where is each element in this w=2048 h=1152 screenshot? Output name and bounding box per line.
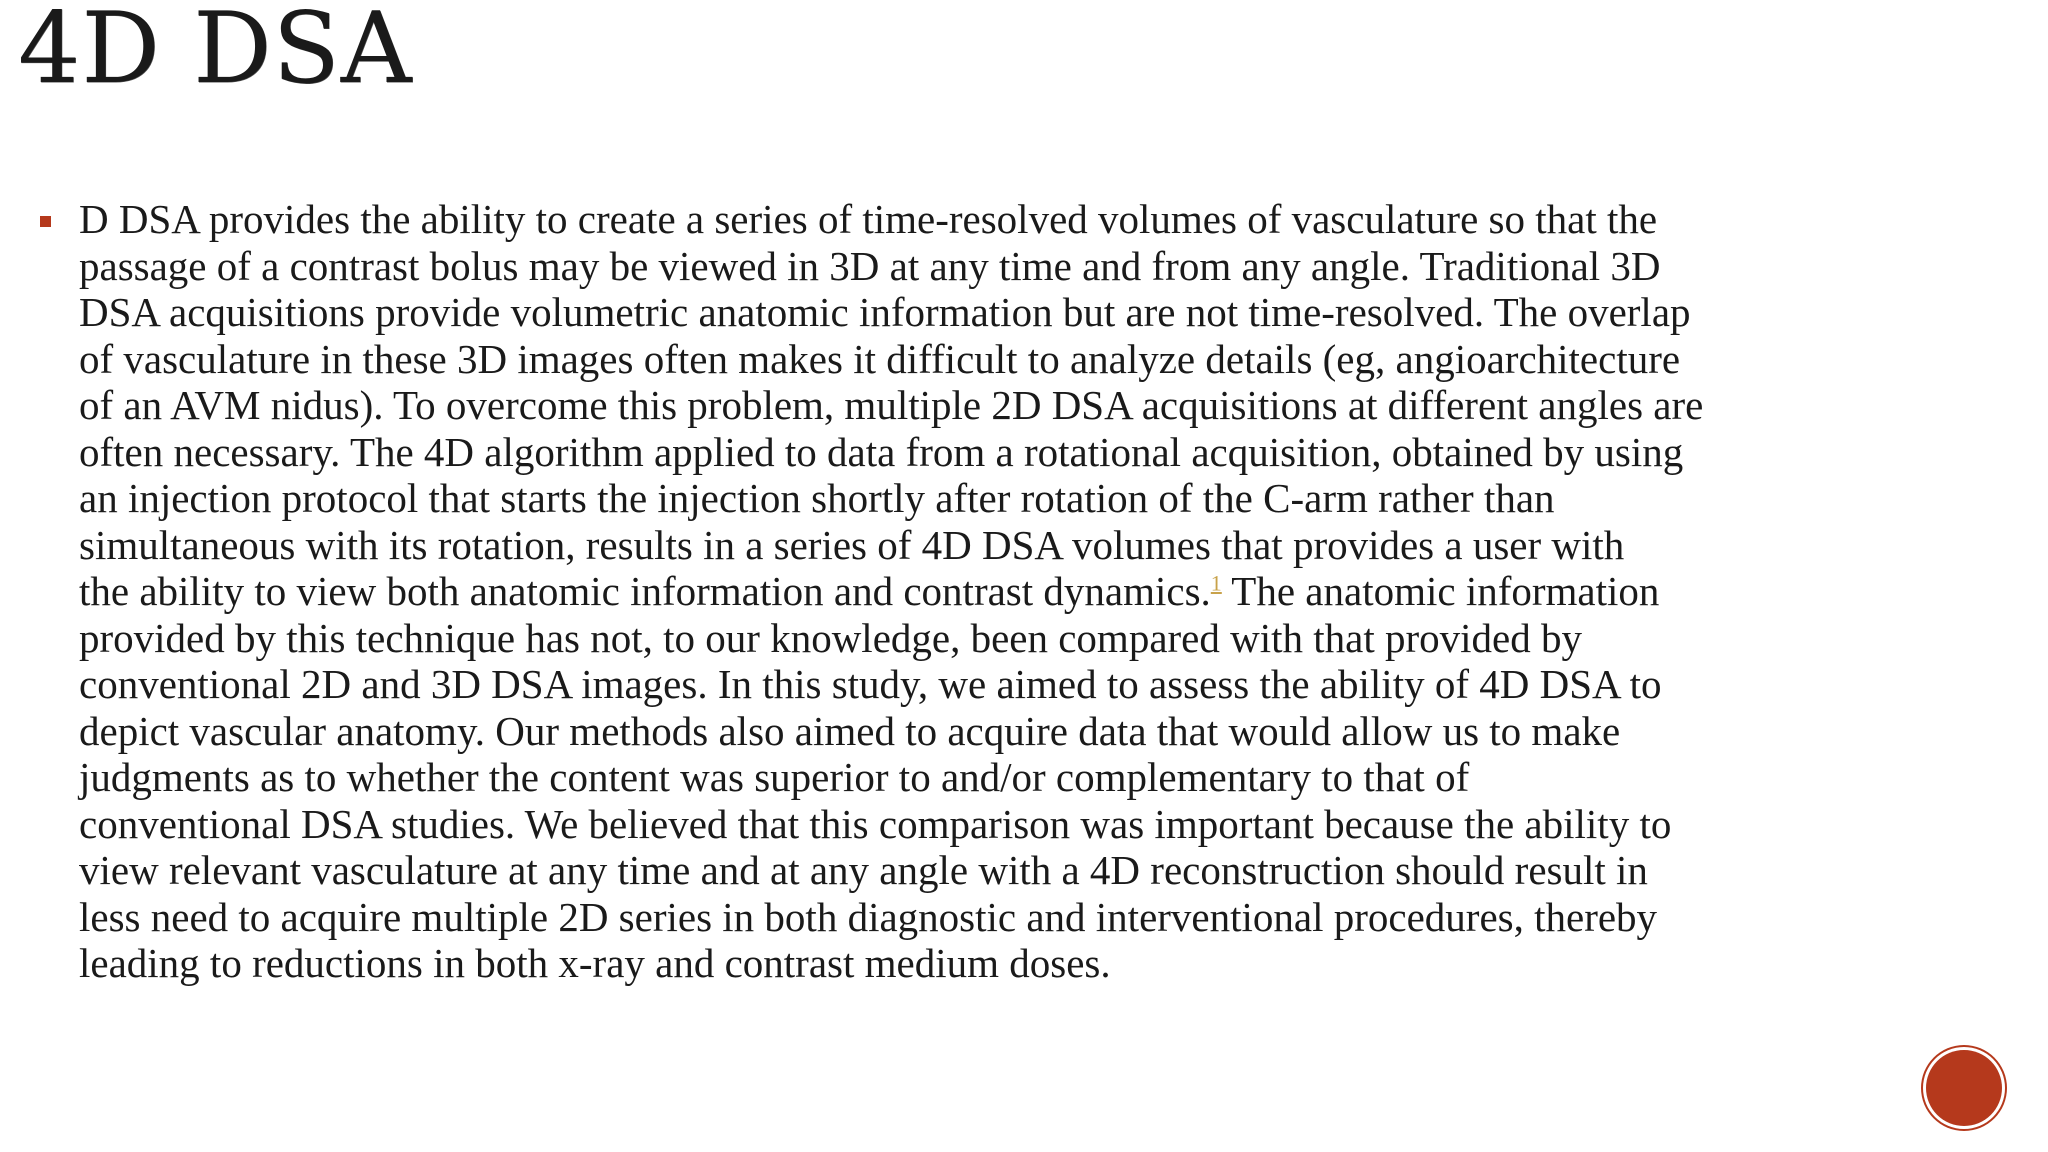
bullet-item (40, 196, 2030, 987)
slide-title: 4D DSA (18, 0, 413, 106)
bullet-text-part-1: D DSA provides the ability to create a series of time-resolved volumes of vasculature so that the passage of a contrast bolus may be viewed in 3D at any time and from any angle. Traditional 3D DSA acquisitions provide volumetric anatomic information but are not time-resolved. The overlap of vasculature in these 3D images often makes it difficult to analyze details (eg, angioarchitecture of an AVM nidus). To overcome this problem, multiple 2D DSA acquisitions at different angles are often necessary. The 4D algorithm applied to data from a rotational acquisition, obtained by using an injection protocol that starts the injection shortly after rotation of the C-arm rather than simultaneous with its rotation, results in a series of 4D DSA volumes that provides a user with the ability to view both anatomic information and contrast dynamics. (79, 196, 1704, 614)
square-bullet-icon (40, 216, 51, 227)
bullet-text (79, 196, 2030, 987)
circle-nav-icon[interactable] (1926, 1050, 2002, 1126)
bullet-text-part-2: The anatomic information provided by this technique has not, to our knowledge, been compared with that provided by conventional 2D and 3D DSA images. In this study, we aimed to assess the ability of 4D DSA to depict vascular anatomy. Our methods also aimed to acquire data that would allow us to make judgments as to whether the content was superior to and/or complementary to that of conventional DSA studies. We believed that this comparison was important because the ability to view relevant vasculature at any time and at any angle with a 4D reconstruction should result in less need to acquire multiple 2D series in both diagnostic and interventional procedures, thereby leading to reductions in both x-ray and contrast medium doses. (79, 568, 1672, 986)
footnote-link[interactable]: 1 (1210, 570, 1222, 596)
slide-body (40, 196, 2030, 987)
